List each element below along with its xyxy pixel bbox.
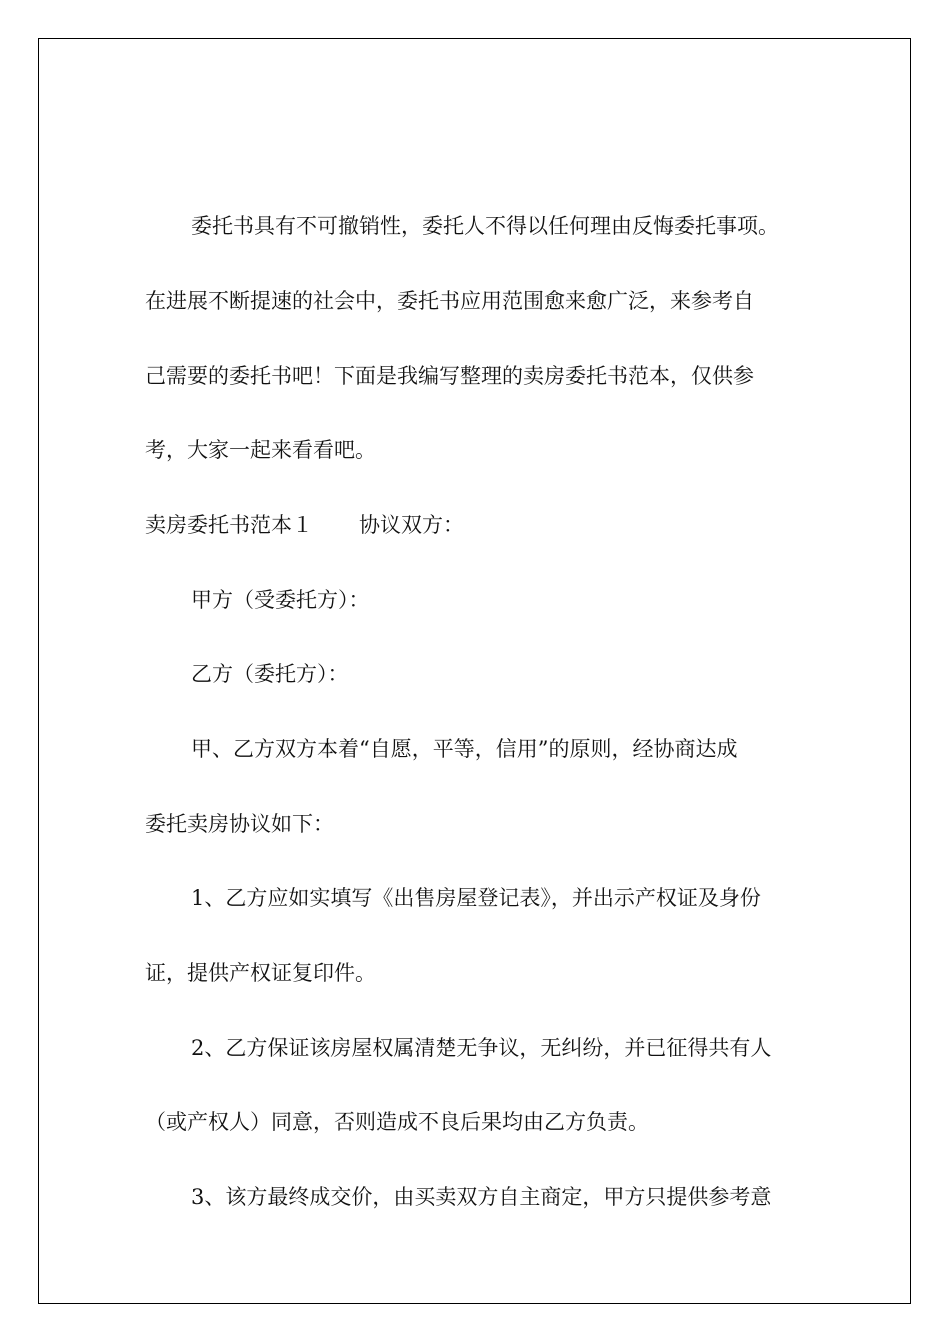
paragraph-line: 乙方（委托方）： (191, 662, 349, 686)
paragraph-line: 在进展不断提速的社会中，委托书应用范围愈来愈广泛，来参考自 (145, 289, 754, 313)
paragraph-line: 2、乙方保证该房屋权属清楚无争议，无纠纷，并已征得共有人 (191, 1036, 772, 1060)
paragraph-line: 1、乙方应如实填写《出售房屋登记表》，并出示产权证及身份 (191, 886, 761, 910)
paragraph-line: 委托卖房协议如下： (145, 812, 334, 836)
paragraph-line: 证，提供产权证复印件。 (145, 961, 376, 985)
paragraph-line: （或产权人）同意，否则造成不良后果均由乙方负责。 (145, 1110, 649, 1134)
paragraph-line: 甲方（受委托方）： (191, 588, 370, 612)
section-title: 卖房委托书范本１ (145, 513, 313, 537)
parties-label: 协议双方： (359, 513, 464, 537)
paragraph-line: 委托书具有不可撤销性，委托人不得以任何理由反悔委托事项。 (191, 214, 779, 238)
section-heading-line (145, 515, 464, 536)
paragraph-line: 己需要的委托书吧！下面是我编写整理的卖房委托书范本，仅供参 (145, 364, 754, 388)
paragraph-line: 考，大家一起来看看吧。 (145, 438, 376, 462)
paragraph-line: 甲、乙方双方本着“自愿，平等，信用”的原则，经协商达成 (191, 737, 738, 761)
paragraph-line: 3、该方最终成交价，由买卖双方自主商定，甲方只提供参考意 (191, 1185, 772, 1209)
